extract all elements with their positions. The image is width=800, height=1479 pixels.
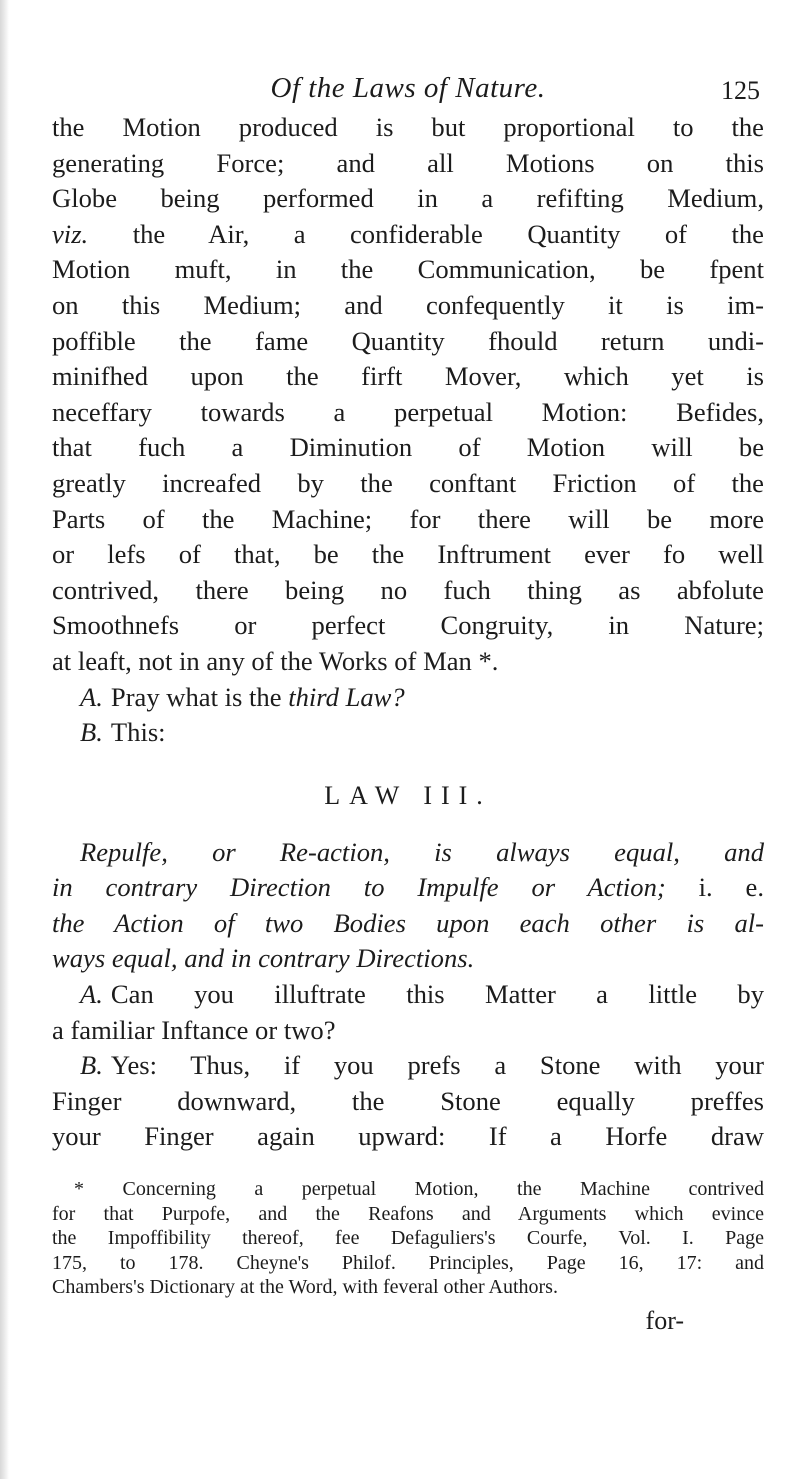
- text-line: minifhed upon the firft Mover, which yet is: [52, 361, 764, 392]
- text-line: on this Medium; and confequently it is im-: [52, 289, 764, 320]
- speaker-label: A.: [80, 681, 103, 712]
- dialog-text: Yes: Thus, if you prefs a Stone with your: [110, 1050, 764, 1081]
- text-line: neceffary towards a perpetual Motion: Befides,: [52, 396, 764, 427]
- law-line: [52, 870, 764, 906]
- dialog-line: Finger downward, the Stone equally preffes: [52, 1085, 764, 1116]
- dialog-answer-stone: [52, 1048, 764, 1155]
- speaker-label: B.: [80, 717, 103, 748]
- dialog-text: Pray what is the: [110, 681, 282, 712]
- text-line: that fuch a Diminution of Motion will be: [52, 432, 764, 463]
- running-head: [52, 72, 764, 110]
- law-statement: [52, 835, 764, 977]
- dialog-text: Can you illuftrate this Matter a little by: [110, 979, 764, 1010]
- text-line: [52, 217, 764, 253]
- dialog-line: your Finger again upward: If a Horfe draw: [52, 1121, 764, 1152]
- text-line-fragment: the Air, a confiderable Quantity of the: [132, 218, 764, 249]
- law-line: Repulfe, or Re-action, is always equal, and: [80, 836, 764, 867]
- dialog-emphasis: third Law?: [288, 681, 405, 712]
- ie-abbreviation: i. e.: [698, 872, 764, 903]
- text-line: Motion muft, in the Communication, be fpent: [52, 254, 764, 285]
- footnote-line: Chambers's Dictionary at the Word, with feveral other Authors.: [52, 1276, 558, 1299]
- book-page: [52, 72, 764, 1336]
- dialog-question-illustrate: [52, 977, 764, 1048]
- book-spine-shadow: [0, 0, 9, 1479]
- dialog-text: This:: [110, 717, 166, 748]
- text-line: or lefs of that, be the Inftrument ever fo well: [52, 539, 764, 570]
- running-title: Of the Laws of Nature.: [270, 72, 546, 104]
- footnote-line: for that Purpofe, and the Reafons and Arguments which evince: [52, 1202, 764, 1225]
- dialog-line: [52, 1048, 764, 1084]
- text-line: at leaft, not in any of the Works of Man *.: [52, 645, 499, 676]
- catchword: for-: [645, 1305, 684, 1335]
- text-line: contrived, there being no fuch thing as abfolute: [52, 574, 764, 605]
- text-line: the Motion produced is but proportional to the: [52, 112, 764, 142]
- footnote: [52, 1177, 764, 1300]
- text-line: Parts of the Machine; for there will be more: [52, 503, 764, 534]
- law-line-fragment: in contrary Direction to Impulfe or Action;: [52, 872, 666, 903]
- footnote-line: * Concerning a perpetual Motion, the Machine contrived: [74, 1178, 764, 1201]
- dialog-line: [52, 977, 764, 1013]
- speaker-label: A.: [80, 979, 103, 1010]
- footnote-line: 175, to 178. Cheyne's Philof. Principles, Page 16, 17: and: [52, 1251, 764, 1274]
- page-number: 125: [721, 76, 760, 105]
- text-line: generating Force; and all Motions on this: [52, 147, 764, 178]
- law-line: the Action of two Bodies upon each other is al-: [52, 907, 764, 938]
- text-line: Smoothnefs or perfect Congruity, in Nature;: [52, 610, 764, 641]
- speaker-label: B.: [80, 1050, 103, 1081]
- text-line: greatly increafed by the conftant Friction of the: [52, 467, 764, 498]
- law-line: ways equal, and in contrary Directions.: [52, 943, 475, 974]
- text-line: Globe being performed in a refifting Medium,: [52, 183, 764, 214]
- viz-abbreviation: viz.: [52, 218, 89, 249]
- law-heading: LAW III.: [324, 780, 492, 810]
- dialog-question-third-law: [52, 680, 764, 716]
- footnote-line: the Impoffibility thereof, fee Defaguliers's Courfe, Vol. I. Page: [52, 1227, 764, 1250]
- paragraph-perpetual-motion: [52, 110, 764, 680]
- dialog-line: a familiar Inftance or two?: [52, 1014, 336, 1045]
- text-line: poffible the fame Quantity fhould return undi-: [52, 325, 764, 356]
- dialog-answer-this: [52, 715, 764, 751]
